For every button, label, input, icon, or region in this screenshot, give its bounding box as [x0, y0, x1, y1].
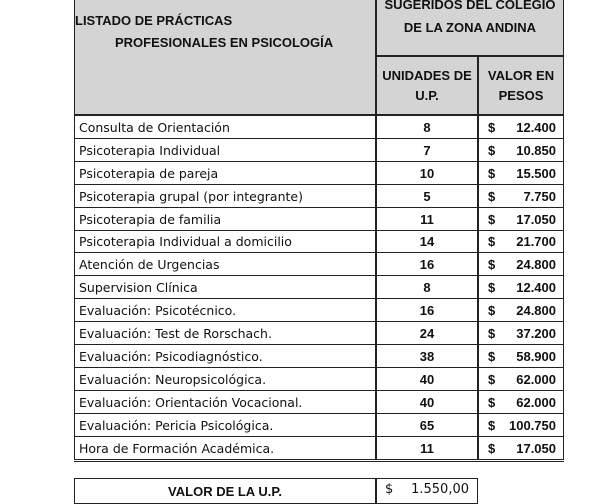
- table-row-value: [478, 115, 564, 139]
- price-amount: 12.400: [516, 120, 556, 135]
- footer-label-cell: [74, 478, 376, 504]
- table-row-units: 16: [376, 298, 478, 322]
- table-row-practice: Psicoterapia Individual: [74, 138, 376, 162]
- table-row-value: [478, 184, 564, 208]
- table-row-value: [478, 390, 564, 414]
- group-line-2: DE LA ZONA ANDINA: [403, 20, 537, 35]
- table-row-practice: Evaluación: Psicodiagnóstico.: [74, 344, 376, 368]
- group-line-1: SUGERIDOS DEL COLEGIO: [384, 0, 556, 12]
- table-row-practice: Evaluación: Psicotécnico.: [74, 298, 376, 322]
- currency-symbol: $: [488, 349, 496, 364]
- price-amount: 24.800: [516, 257, 556, 272]
- price-amount: 58.900: [516, 349, 556, 364]
- table-row-units: 5: [376, 184, 478, 208]
- price-amount: 37.200: [516, 326, 556, 341]
- table-row-value: [478, 321, 564, 345]
- currency-symbol: $: [488, 326, 496, 341]
- currency-symbol: $: [488, 441, 496, 456]
- table-gap-divider: [74, 461, 564, 462]
- currency-symbol: $: [488, 303, 496, 318]
- currency-symbol: $: [488, 120, 496, 135]
- table-row-practice: Evaluación: Orientación Vocacional.: [74, 390, 376, 414]
- table-row-units: 10: [376, 161, 478, 185]
- table-row-units: 40: [376, 367, 478, 391]
- footer-value: 1.550,00: [411, 482, 469, 497]
- currency-symbol: $: [488, 212, 496, 227]
- currency-symbol: $: [488, 372, 496, 387]
- currency-symbol: $: [488, 257, 496, 272]
- price-amount: 24.800: [516, 303, 556, 318]
- price-amount: 62.000: [516, 395, 556, 410]
- table-row-value: [478, 138, 564, 162]
- table-row-practice: Evaluación: Test de Rorschach.: [74, 321, 376, 345]
- header-units-cell: [376, 56, 478, 115]
- table-row-units: 24: [376, 321, 478, 345]
- title-line-1: LISTADO DE PRÁCTICAS: [75, 13, 233, 28]
- table-row-practice: Hora de Formación Académica.: [74, 436, 376, 460]
- footer-label: VALOR DE LA U.P.: [168, 484, 282, 499]
- currency-symbol: $: [488, 143, 496, 158]
- table-row-value: [478, 413, 564, 437]
- price-amount: 12.400: [516, 280, 556, 295]
- price-amount: 62.000: [516, 372, 556, 387]
- table-row-units: 8: [376, 275, 478, 299]
- header-title-cell: [74, 0, 376, 115]
- table-row-practice: Evaluación: Neuropsicológica.: [74, 367, 376, 391]
- table-row-units: 16: [376, 252, 478, 276]
- table-row-practice: Psicoterapia de familia: [74, 207, 376, 231]
- table-row-value: [478, 207, 564, 231]
- table-row-units: 8: [376, 115, 478, 139]
- table-row-units: 40: [376, 390, 478, 414]
- currency-symbol: $: [488, 234, 496, 249]
- price-amount: 7.750: [523, 189, 556, 204]
- title-line-2: PROFESIONALES EN PSICOLOGÍA: [115, 35, 334, 50]
- currency-symbol: $: [488, 166, 496, 181]
- price-amount: 17.050: [516, 441, 556, 456]
- price-amount: 10.850: [516, 143, 556, 158]
- table-row-value: [478, 161, 564, 185]
- table-row-practice: Atención de Urgencias: [74, 252, 376, 276]
- units-header-line-2: U.P.: [415, 88, 439, 103]
- table-row-value: [478, 298, 564, 322]
- price-amount: 21.700: [516, 234, 556, 249]
- table-row-value: [478, 252, 564, 276]
- table-row-units: 11: [376, 436, 478, 460]
- table-row-units: 38: [376, 344, 478, 368]
- footer-value-cell: [376, 478, 478, 504]
- table-row-practice: Psicoterapia de pareja: [74, 161, 376, 185]
- units-header-line-1: UNIDADES DE: [382, 68, 472, 83]
- price-amount: 15.500: [516, 166, 556, 181]
- footer-currency: $: [385, 482, 394, 497]
- price-amount: 100.750: [509, 418, 556, 433]
- table-row-value: [478, 344, 564, 368]
- price-amount: 17.050: [516, 212, 556, 227]
- table-row-value: [478, 230, 564, 253]
- table-row-practice: Psicoterapia Individual a domicilio: [74, 230, 376, 253]
- table-row-units: 14: [376, 230, 478, 253]
- currency-symbol: $: [488, 189, 496, 204]
- header-value-cell: [478, 56, 564, 115]
- table-row-value: [478, 275, 564, 299]
- currency-symbol: $: [488, 395, 496, 410]
- table-row-practice: Evaluación: Pericia Psicológica.: [74, 413, 376, 437]
- header-group-cell: [376, 0, 564, 56]
- table-row-practice: Consulta de Orientación: [74, 115, 376, 139]
- table-row-units: 11: [376, 207, 478, 231]
- value-header-line-1: VALOR EN: [487, 68, 555, 83]
- table-row-value: [478, 367, 564, 391]
- currency-symbol: $: [488, 280, 496, 295]
- table-row-practice: Supervision Clínica: [74, 275, 376, 299]
- currency-symbol: $: [488, 418, 496, 433]
- table-row-value: [478, 436, 564, 460]
- table-row-practice: Psicoterapia grupal (por integrante): [74, 184, 376, 208]
- table-row-units: 65: [376, 413, 478, 437]
- value-header-line-2: PESOS: [498, 88, 544, 103]
- table-row-units: 7: [376, 138, 478, 162]
